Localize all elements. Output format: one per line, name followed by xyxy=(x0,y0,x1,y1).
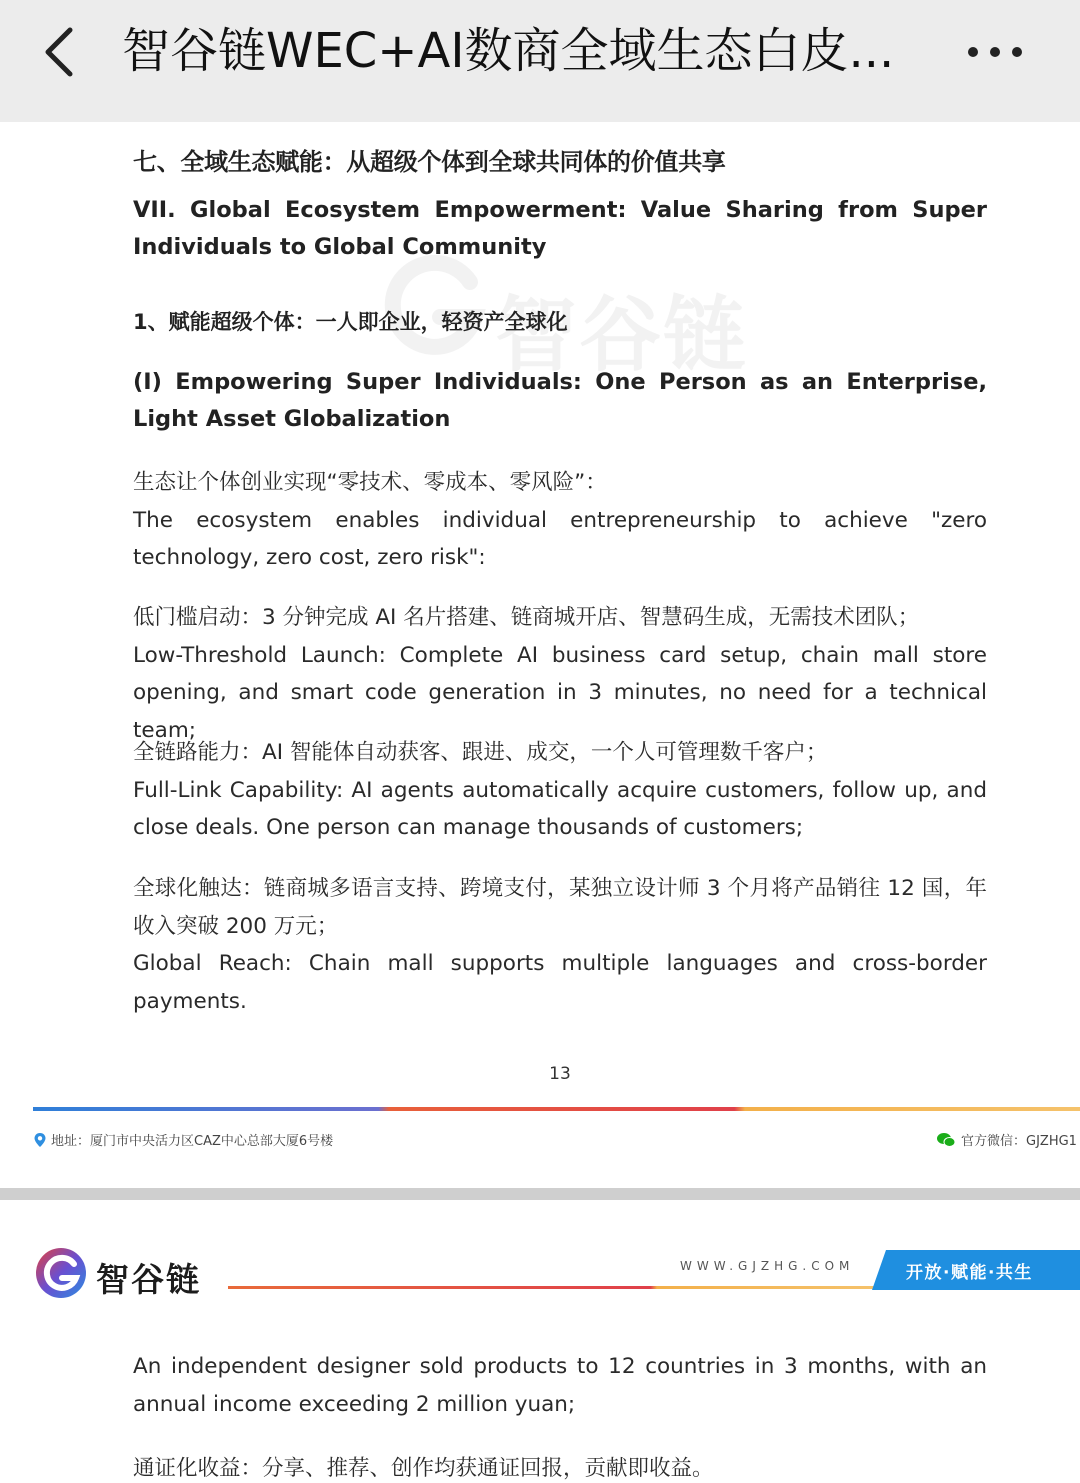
paragraph-en: Low-Threshold Launch: Complete AI business card setup, chain mall store opening, and smart code generation in 3 minutes, no need for a technical team; xyxy=(133,642,987,743)
paragraph-en: Global Reach: Chain mall supports multiple languages and cross-border payments. xyxy=(133,951,987,1014)
brand-logo-text: 智谷链 xyxy=(96,1260,201,1299)
footer-address-text: 地址：厦门市中央活力区CAZ中心总部大厦6号楼 xyxy=(51,1134,334,1149)
paragraph-cn: 通证化收益：分享、推荐、创作均获通证回报，贡献即收益。 xyxy=(133,1456,714,1481)
paragraph xyxy=(133,464,987,577)
paragraph-cn: 全球化触达：链商城多语言支持、跨境支付，某独立设计师 3 个月将产品销往 12 国，年收入突破 200 万元； xyxy=(133,876,987,939)
document-page-13 xyxy=(0,122,1080,1188)
paragraph xyxy=(133,734,987,847)
watermark-text: 智谷链 xyxy=(495,288,748,383)
wechat-icon xyxy=(936,1132,956,1148)
slogan-text: 开放·赋能·共生 xyxy=(906,1263,1033,1283)
app-title: 智谷链WEC+AI数商全域生态白皮... xyxy=(122,23,895,79)
paragraph-en: The ecosystem enables individual entrepreneurship to achieve "zero technology, zero cost, zero risk": xyxy=(133,507,987,570)
section-heading-cn: 1、赋能超级个体：一人即企业，轻资产全球化 xyxy=(133,310,568,334)
header-divider xyxy=(228,1286,878,1289)
footer-address xyxy=(33,1130,333,1149)
footer-wechat-text: 官方微信：GJZHG1 xyxy=(961,1134,1077,1149)
chevron-left-icon xyxy=(30,18,100,88)
footer-wechat xyxy=(936,1130,1077,1149)
paragraph xyxy=(133,599,987,749)
chapter-heading-cn: 七、全域生态赋能：从超级个体到全球共同体的价值共享 xyxy=(133,148,726,176)
paragraph-en: Full-Link Capability: AI agents automatically acquire customers, follow up, and close deals. One person can manage thousands of customers; xyxy=(133,777,987,840)
more-dots-icon xyxy=(960,28,1030,76)
page-number: 13 xyxy=(549,1064,571,1084)
more-options-button[interactable] xyxy=(960,28,1030,76)
location-pin-icon xyxy=(33,1132,47,1148)
section-heading-en: (I) Empowering Super Individuals: One Person as an Enterprise, Light Asset Globalization xyxy=(133,369,987,432)
app-bar xyxy=(0,0,1080,122)
paragraph-cn: 生态让个体创业实现“零技术、零成本、零风险”： xyxy=(133,470,607,495)
page-divider xyxy=(0,1188,1080,1200)
document-page-14 xyxy=(0,1200,1080,1483)
paragraph xyxy=(133,870,987,1020)
paragraph-cn: 全链路能力：AI 智能体自动获客、跟进、成交，一个人可管理数千客户； xyxy=(133,740,828,765)
chapter-heading-en: VII. Global Ecosystem Empowerment: Value Sharing from Super Individuals to Global Community xyxy=(133,197,987,260)
paragraph-cn: 低门槛启动：3 分钟完成 AI 名片搭建、链商城开店、智慧码生成，无需技术团队； xyxy=(133,605,920,630)
footer-divider xyxy=(33,1107,1080,1111)
site-url: WWW.GJZHG.COM xyxy=(680,1259,855,1273)
back-button[interactable] xyxy=(30,18,100,88)
brand-logo-icon xyxy=(34,1246,88,1300)
paragraph-en: An independent designer sold products to 12 countries in 3 months, with an annual income exceeding 2 million yuan; xyxy=(133,1354,987,1417)
